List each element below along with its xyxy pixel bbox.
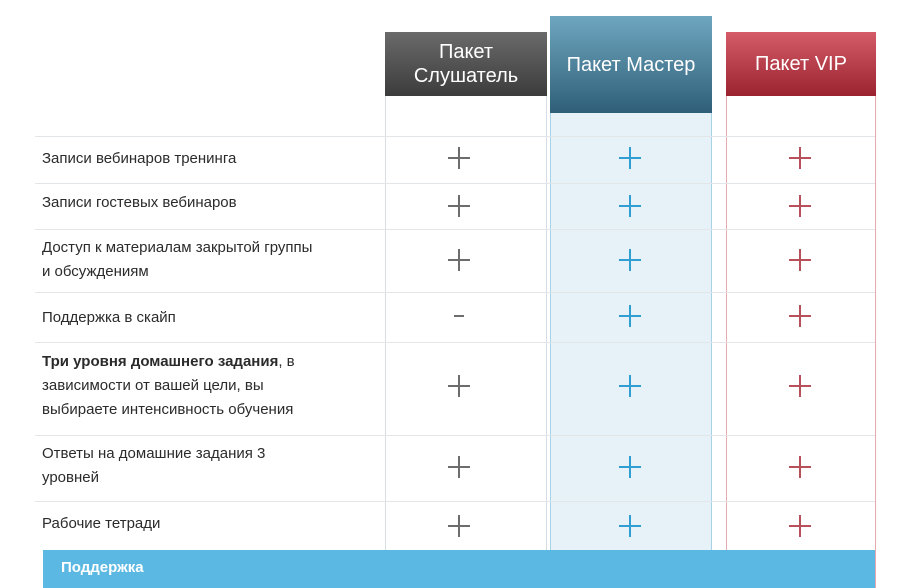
feature-label [42, 350, 295, 422]
feature-label [42, 236, 312, 284]
plus-icon [618, 304, 642, 328]
plus-icon [788, 194, 812, 218]
plus-icon [788, 374, 812, 398]
feature-label-bold: Три уровня домашнего задания [42, 353, 279, 370]
feature-label [42, 442, 265, 490]
plus-icon [447, 455, 471, 479]
package-title-master: Пакет Мастер [566, 53, 696, 76]
plus-icon [618, 146, 642, 170]
feature-label-line: и обсуждениям [42, 263, 149, 280]
section-support-bar[interactable] [43, 550, 875, 588]
feature-label-line: , в [278, 353, 295, 370]
plus-icon [788, 248, 812, 272]
section-support-label: Поддержка [61, 559, 144, 576]
package-header-master[interactable] [550, 16, 712, 113]
plus-icon [788, 455, 812, 479]
feature-label-line: зависимости от вашей цели, вы [42, 377, 264, 394]
plus-icon [618, 514, 642, 538]
plus-icon [788, 146, 812, 170]
plus-icon [447, 374, 471, 398]
package-header-listener[interactable] [385, 32, 547, 96]
plus-icon [447, 248, 471, 272]
feature-label: Записи гостевых вебинаров [42, 194, 237, 211]
plus-icon [618, 248, 642, 272]
plus-icon [788, 514, 812, 538]
plus-icon [788, 304, 812, 328]
feature-label: Поддержка в скайп [42, 309, 176, 326]
package-header-vip[interactable] [726, 32, 876, 96]
feature-label-line: выбираете интенсивность обучения [42, 401, 294, 418]
plus-icon [618, 374, 642, 398]
feature-label: Записи вебинаров тренинга [42, 150, 237, 167]
package-title-listener: Пакет Слушатель [413, 41, 519, 87]
plus-icon [447, 514, 471, 538]
plus-icon [447, 146, 471, 170]
minus-icon [447, 304, 471, 328]
feature-label-line: уровней [42, 469, 99, 486]
feature-label-line: Доступ к материалам закрытой группы [42, 239, 313, 256]
plus-icon [618, 455, 642, 479]
feature-label-line: Ответы на домашние задания 3 [42, 445, 266, 462]
feature-label: Рабочие тетради [42, 515, 161, 532]
plus-icon [618, 194, 642, 218]
plus-icon [447, 194, 471, 218]
package-title-vip: Пакет VIP [755, 53, 847, 75]
